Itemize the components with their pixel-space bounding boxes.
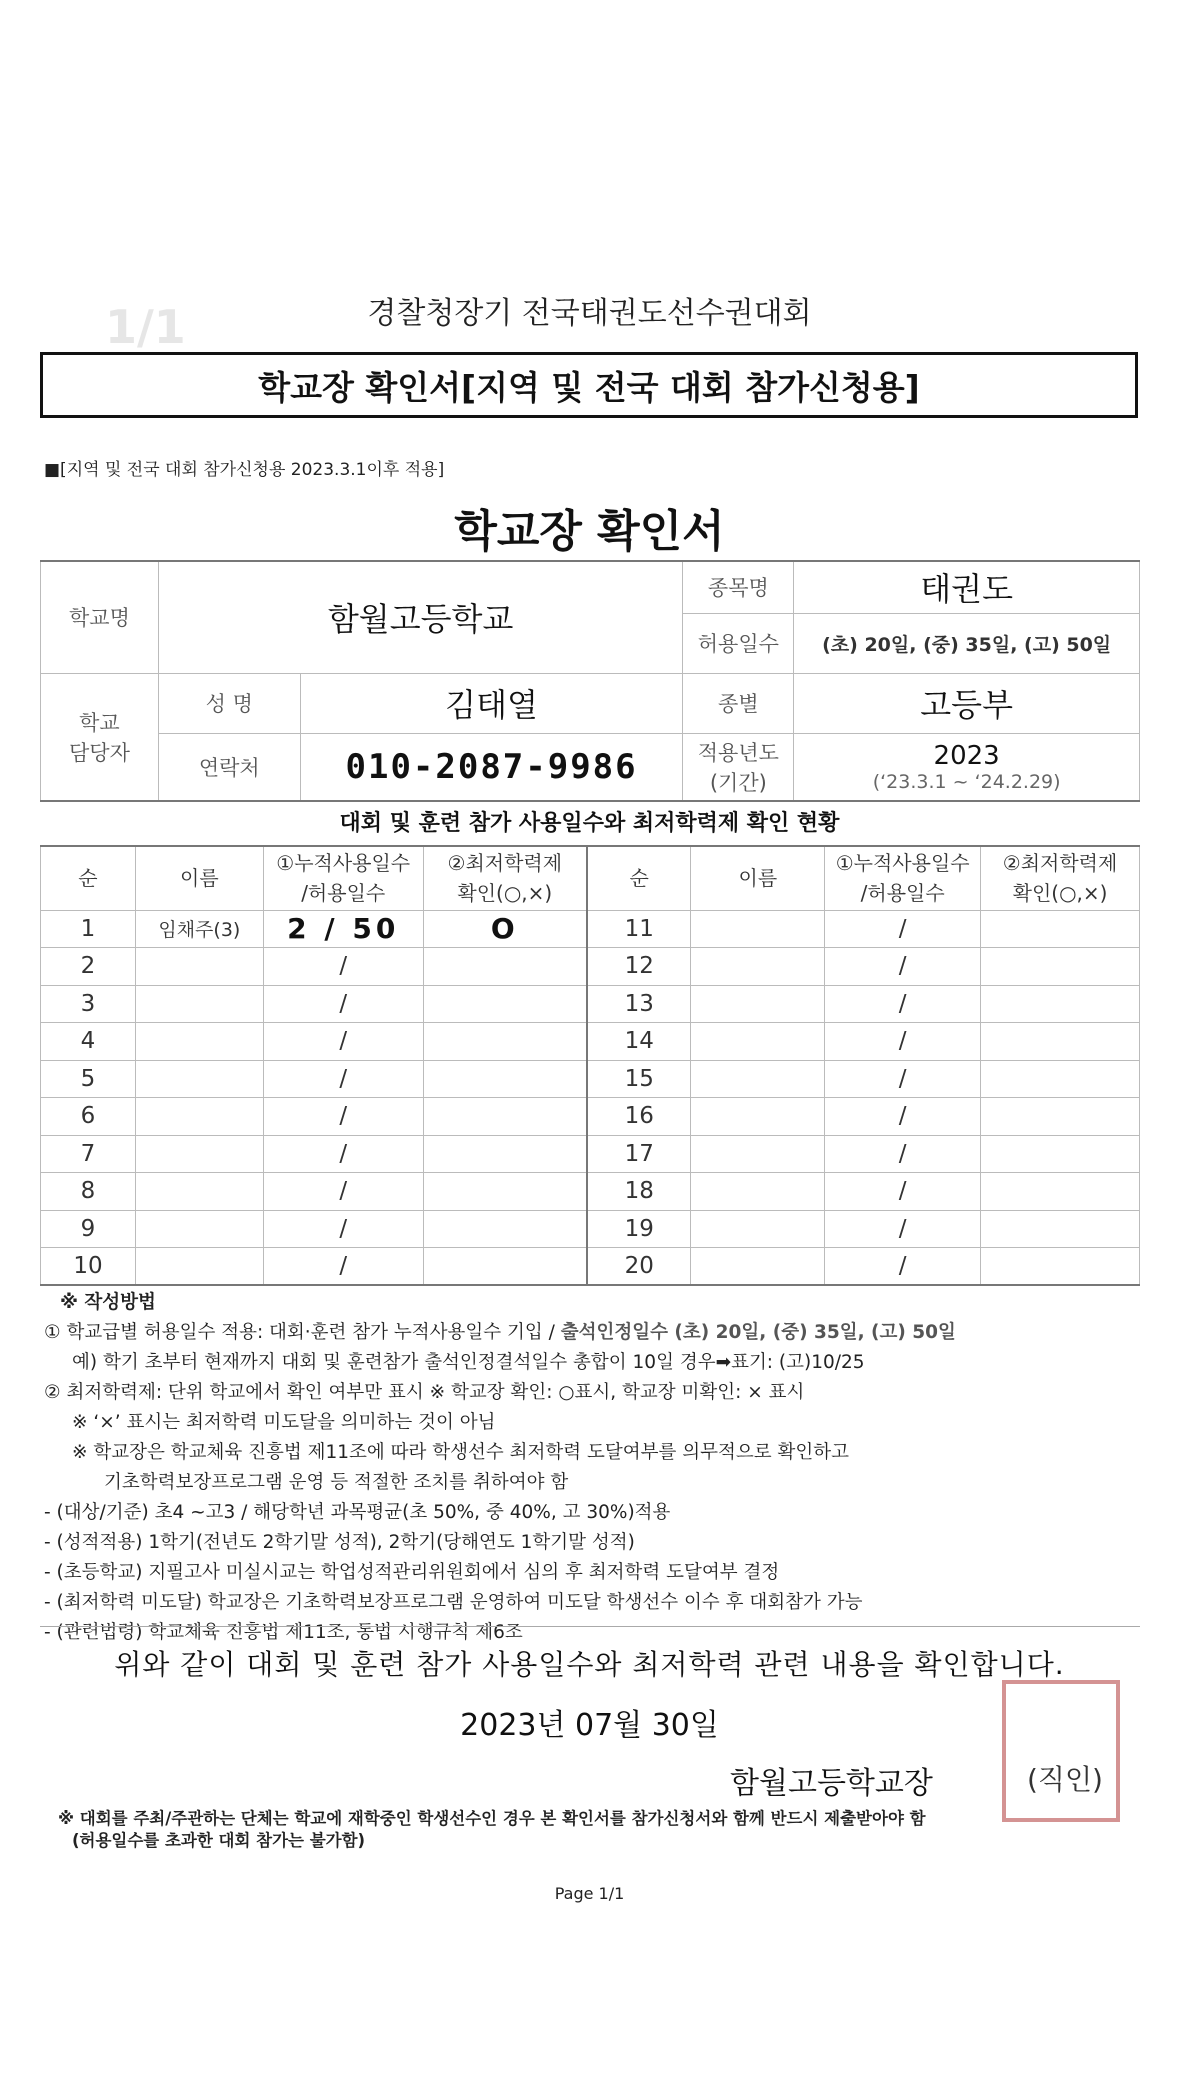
row-days-2: / — [825, 1248, 981, 1286]
header-min-2 — [981, 846, 1140, 910]
row-name — [135, 1023, 263, 1061]
footnote-line2: (허용일수를 초과한 대회 참가는 불가함) — [72, 1831, 366, 1850]
name-label: 성 명 — [158, 673, 300, 733]
header-days-line2: /허용일수 — [301, 881, 386, 906]
manager-label-line2: 담당자 — [69, 740, 130, 765]
row-name — [135, 1060, 263, 1098]
issue-date: 2023년 07월 30일 — [460, 1708, 719, 1743]
row-days-2: / — [825, 1210, 981, 1248]
row-name-2 — [691, 1248, 825, 1286]
row-name — [135, 1173, 263, 1211]
section-title: 대회 및 훈련 참가 사용일수와 최저학력제 확인 현황 — [339, 811, 840, 836]
school-label: 학교명 — [41, 561, 159, 673]
table-row — [41, 1210, 1140, 1248]
row-check-2 — [981, 1173, 1140, 1211]
header-days-2-line2: /허용일수 — [860, 881, 945, 906]
header-days-2 — [825, 846, 981, 910]
header-days-2-line1: ①누적사용일수 — [835, 851, 970, 876]
year-label-line2: (기간) — [709, 770, 767, 795]
year-value: 2023 — [933, 740, 1000, 771]
official-seal — [1002, 1680, 1120, 1822]
note-1-text: ① 학교급별 허용일수 적용: 대회·훈련 참가 누적사용일수 기입 / — [44, 1322, 561, 1343]
table-row — [41, 910, 1140, 948]
row-number: 10 — [41, 1248, 136, 1286]
row-check-2 — [981, 948, 1140, 986]
detail-3: - (초등학교) 지필고사 미실시교는 학업성적관리위원회에서 심의 후 최저학력 도달여부 결정 — [44, 1562, 780, 1583]
note-5: 기초학력보장프로그램 운영 등 적절한 조치를 취하여야 함 — [104, 1472, 569, 1493]
table-row — [41, 948, 1140, 986]
row-check-2 — [981, 1248, 1140, 1286]
footnote-line1: ※ 대회를 주최/주관하는 단체는 학교에 재학중인 학생선수인 경우 본 확인서를 참가신청서와 함께 반드시 제출받아야 함 — [58, 1809, 926, 1828]
row-check: O — [423, 910, 587, 948]
table-row — [41, 985, 1140, 1023]
row-number-2: 18 — [587, 1173, 691, 1211]
table-row — [41, 1173, 1140, 1211]
row-days: / — [263, 1135, 423, 1173]
detail-4: - (최저학력 미도달) 학교장은 기초학력보장프로그램 운영하여 미도달 학생선수 이수 후 대회참가 가능 — [44, 1592, 863, 1613]
contact-value: 010-2087-9986 — [300, 733, 683, 801]
row-check — [423, 1135, 587, 1173]
row-number: 1 — [41, 910, 136, 948]
row-days-2: / — [825, 1135, 981, 1173]
row-days-2: / — [825, 985, 981, 1023]
row-number-2: 16 — [587, 1098, 691, 1136]
row-name-2 — [691, 910, 825, 948]
row-name-2 — [691, 1173, 825, 1211]
header-min-2-line2: 확인(○,×) — [1012, 881, 1108, 906]
event-title: 경찰청장기 전국태권도선수권대회 — [367, 296, 812, 331]
header-name: 이름 — [135, 846, 263, 910]
row-check — [423, 1248, 587, 1286]
row-days-2: / — [825, 948, 981, 986]
row-days: / — [263, 1060, 423, 1098]
row-days: / — [263, 985, 423, 1023]
row-name — [135, 1248, 263, 1286]
row-check-2 — [981, 910, 1140, 948]
row-name-2 — [691, 1135, 825, 1173]
form-title: 학교장 확인서 — [454, 506, 725, 557]
note-1-highlight: 출석인정일수 (초) 20일, (중) 35일, (고) 50일 — [560, 1322, 956, 1343]
note-2: ② 최저학력제: 단위 학교에서 확인 여부만 표시 ※ 학교장 확인: ○표시, 학교장 미확인: × 표시 — [44, 1382, 805, 1403]
row-number-2: 20 — [587, 1248, 691, 1286]
row-number-2: 11 — [587, 910, 691, 948]
row-days: / — [263, 948, 423, 986]
year-label-line1: 적용년도 — [697, 740, 779, 765]
row-number: 6 — [41, 1098, 136, 1136]
header-no: 순 — [41, 846, 136, 910]
table-row — [41, 1135, 1140, 1173]
table-row — [41, 1023, 1140, 1061]
row-name — [135, 1135, 263, 1173]
row-name-2 — [691, 1210, 825, 1248]
row-check-2 — [981, 1210, 1140, 1248]
row-number: 5 — [41, 1060, 136, 1098]
row-days: 2 / 50 — [263, 910, 423, 948]
table-row — [41, 1248, 1140, 1286]
confirmation-text: 위와 같이 대회 및 훈련 참가 사용일수와 최저학력 관련 내용을 확인합니다. — [114, 1648, 1065, 1681]
row-number-2: 19 — [587, 1210, 691, 1248]
row-number: 9 — [41, 1210, 136, 1248]
header-min-2-line1: ②최저학력제 — [1002, 851, 1118, 876]
row-name — [135, 948, 263, 986]
allow-days-value: (초) 20일, (중) 35일, (고) 50일 — [794, 613, 1140, 673]
row-check — [423, 1210, 587, 1248]
row-days: / — [263, 1248, 423, 1286]
row-days-2: / — [825, 1173, 981, 1211]
seal-label: (직인) — [1027, 1763, 1103, 1796]
row-check — [423, 1023, 587, 1061]
manager-name: 김태열 — [300, 673, 683, 733]
header-min-line1: ②최저학력제 — [447, 851, 563, 876]
form-tag: ■[지역 및 전국 대회 참가신청용 2023.3.1이후 적용] — [44, 460, 445, 480]
sport-label: 종목명 — [683, 561, 794, 613]
row-check — [423, 985, 587, 1023]
row-days-2: / — [825, 1060, 981, 1098]
header-min — [423, 846, 587, 910]
note-3: ※ ‘×’ 표시는 최저학력 미도달을 의미하는 것이 아님 — [72, 1412, 496, 1433]
row-number: 3 — [41, 985, 136, 1023]
row-check-2 — [981, 1098, 1140, 1136]
row-check-2 — [981, 985, 1140, 1023]
header-days — [263, 846, 423, 910]
instructions — [44, 1288, 1144, 1648]
table-row — [41, 1098, 1140, 1136]
header-no-2: 순 — [587, 846, 691, 910]
watermark: 1/1 — [105, 300, 186, 354]
manager-label — [41, 673, 159, 801]
table-row — [41, 1060, 1140, 1098]
row-number-2: 13 — [587, 985, 691, 1023]
participation-table — [40, 845, 1140, 1286]
allow-days-label: 허용일수 — [683, 613, 794, 673]
row-days: / — [263, 1173, 423, 1211]
row-number: 4 — [41, 1023, 136, 1061]
row-days-2: / — [825, 1023, 981, 1061]
row-name-2 — [691, 1060, 825, 1098]
detail-1: - (대상/기준) 초4 ~고3 / 해당학년 과목평균(초 50%, 중 40%, 고 30%)적용 — [44, 1502, 671, 1523]
row-check-2 — [981, 1135, 1140, 1173]
row-days-2: / — [825, 910, 981, 948]
detail-5: - (관련법령) 학교체육 진흥법 제11조, 동법 시행규칙 제6조 — [44, 1622, 523, 1643]
row-name — [135, 1210, 263, 1248]
year-label — [683, 733, 794, 801]
row-check — [423, 948, 587, 986]
row-days: / — [263, 1098, 423, 1136]
year-period: (‘23.3.1 ~ ‘24.2.29) — [872, 770, 1061, 793]
division-label: 종별 — [683, 673, 794, 733]
note-4: ※ 학교장은 학교체육 진흥법 제11조에 따라 학생선수 최저학력 도달여부를 의무적으로 확인하고 — [72, 1442, 849, 1463]
row-check — [423, 1173, 587, 1211]
row-days: / — [263, 1023, 423, 1061]
contact-label: 연락처 — [158, 733, 300, 801]
detail-2: - (성적적용) 1학기(전년도 2학기말 성적), 2학기(당해연도 1학기말 성적) — [44, 1532, 635, 1553]
row-number: 8 — [41, 1173, 136, 1211]
principal-signature: 함월고등학교장 — [730, 1766, 933, 1801]
row-number: 2 — [41, 948, 136, 986]
row-name-2 — [691, 1098, 825, 1136]
row-name-2 — [691, 985, 825, 1023]
row-name — [135, 985, 263, 1023]
divider — [40, 1626, 1140, 1627]
row-days: / — [263, 1210, 423, 1248]
header-min-line2: 확인(○,×) — [457, 881, 553, 906]
sport-value: 태권도 — [794, 561, 1140, 613]
row-name — [135, 1098, 263, 1136]
row-number-2: 12 — [587, 948, 691, 986]
row-number-2: 17 — [587, 1135, 691, 1173]
row-check-2 — [981, 1060, 1140, 1098]
year-cell — [794, 733, 1140, 801]
manager-label-line1: 학교 — [79, 710, 120, 735]
row-number-2: 15 — [587, 1060, 691, 1098]
row-number: 7 — [41, 1135, 136, 1173]
row-check — [423, 1098, 587, 1136]
notes-heading: ※ 작성방법 — [60, 1292, 156, 1313]
note-1 — [44, 1318, 1144, 1348]
row-check-2 — [981, 1023, 1140, 1061]
row-name-2 — [691, 1023, 825, 1061]
footnote — [58, 1808, 1148, 1852]
row-name: 임채주(3) — [135, 910, 263, 948]
header-name-2: 이름 — [691, 846, 825, 910]
row-number-2: 14 — [587, 1023, 691, 1061]
row-name-2 — [691, 948, 825, 986]
document-title-box: 학교장 확인서[지역 및 전국 대회 참가신청용] — [40, 352, 1138, 418]
row-days-2: / — [825, 1098, 981, 1136]
school-info-table — [40, 560, 1140, 802]
header-days-line1: ①누적사용일수 — [276, 851, 411, 876]
page-number: Page 1/1 — [554, 1884, 625, 1903]
row-check — [423, 1060, 587, 1098]
school-name: 함월고등학교 — [158, 561, 683, 673]
note-1-example: 예) 학기 초부터 현재까지 대회 및 훈련참가 출석인정결석일수 총합이 10일 경우➡표기: (고)10/25 — [72, 1352, 865, 1373]
division-value: 고등부 — [794, 673, 1140, 733]
